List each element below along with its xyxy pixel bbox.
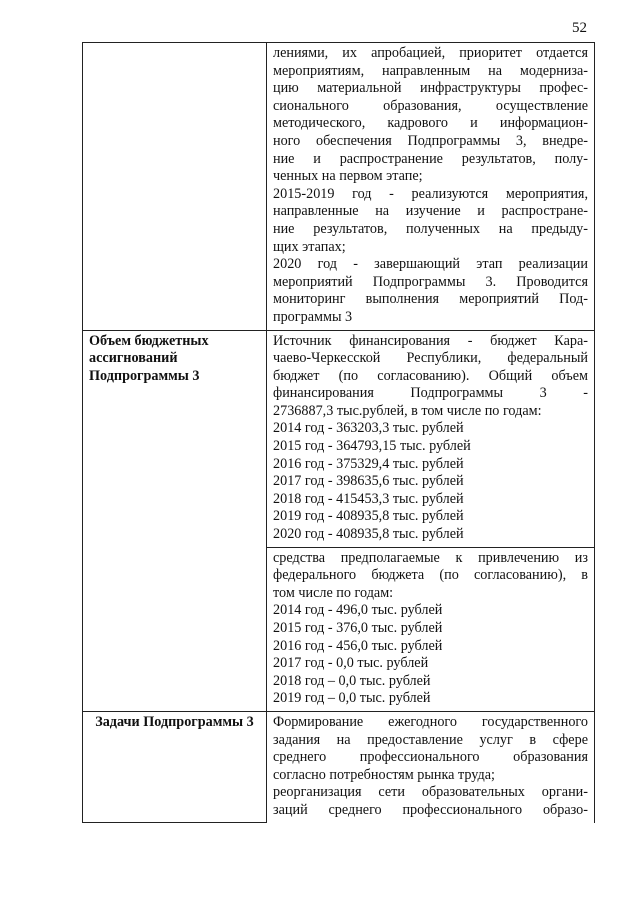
- text-line: 2017 год - 0,0 тыс. рублей: [273, 655, 429, 672]
- text-line: ченных на первом этапе;: [273, 168, 423, 185]
- text-line: 2020 год - 408935,8 тыс. рублей: [273, 526, 464, 543]
- text-line: реорганизация сети образовательных органи-: [273, 784, 588, 801]
- text-line: бюджет (по согласованию). Общий объем: [273, 367, 588, 384]
- text-line: мероприятий Подпрограммы 3. Проводится: [273, 273, 588, 290]
- text-line: методического, кадрового и информацион-: [273, 115, 588, 132]
- text-line: 2019 год – 0,0 тыс. рублей: [273, 690, 431, 707]
- passport-table: [82, 42, 595, 823]
- text-line: мониторинг выполнения мероприятий Под-: [273, 291, 588, 308]
- text-line: щих этапах;: [273, 238, 346, 255]
- text-line: 2018 год - 415453,3 тыс. рублей: [273, 490, 464, 507]
- table-row: [83, 43, 595, 331]
- text-line: чаево-Черкесской Республики, федеральный: [273, 350, 588, 367]
- text-line: ние и распространение результатов, полу-: [273, 150, 588, 167]
- text-line: цию материальной инфраструктуры профес-: [273, 80, 588, 97]
- text-line: 2015 год - 364793,15 тыс. рублей: [273, 438, 471, 455]
- text-line: задания на предоставление услуг в сфере: [273, 731, 588, 748]
- text-line: финансирования Подпрограммы 3 -: [273, 385, 588, 402]
- text-line: 2019 год - 408935,8 тыс. рублей: [273, 508, 464, 525]
- text-line: Источник финансирования - бюджет Кара-: [273, 332, 588, 349]
- table-row: [83, 330, 595, 547]
- text-line: средства предполагаемые к привлечению из: [273, 549, 588, 566]
- text-line: программы 3: [273, 308, 353, 325]
- table-row: [83, 711, 595, 822]
- text-line: 2014 год - 363203,3 тыс. рублей: [273, 420, 464, 437]
- text-line: ние результатов, полученных на предыду-: [273, 220, 588, 237]
- text-line: ного обеспечения Подпрограммы 3, внедре-: [273, 132, 588, 149]
- text-line: 2014 год - 496,0 тыс. рублей: [273, 602, 443, 619]
- text-line: среднего профессионального образования: [273, 749, 588, 766]
- text-line: Формирование ежегодного государственного: [273, 713, 588, 730]
- row-content: [267, 43, 595, 331]
- text-line: 2736887,3 тыс.рублей, в том числе по годам:: [273, 402, 542, 419]
- text-line: 2020 год - завершающий этап реализации: [273, 256, 588, 273]
- text-line: согласно потребностям рынка труда;: [273, 766, 495, 783]
- text-line: 2017 год - 398635,6 тыс. рублей: [273, 473, 464, 490]
- text-line: сионального образования, осуществление: [273, 97, 588, 114]
- text-line: 2018 год – 0,0 тыс. рублей: [273, 672, 431, 689]
- text-line: том числе по годам:: [273, 584, 394, 601]
- row-label: [83, 43, 267, 331]
- page-number: 52: [572, 20, 587, 36]
- text-line: мероприятиям, направленным на модерниза-: [273, 62, 588, 79]
- text-line: 2015 год - 376,0 тыс. рублей: [273, 620, 443, 636]
- text-line: 2016 год - 456,0 тыс. рублей: [273, 637, 443, 654]
- row-content-budget-total: [267, 330, 595, 547]
- row-content-tasks: [267, 711, 595, 822]
- row-content-federal: [267, 547, 595, 711]
- text-line: федерального бюджета (по согласованию), в: [273, 567, 588, 584]
- text-line: лениями, их апробацией, приоритет отдается: [273, 45, 588, 61]
- text-line: направленные на изучение и распростране-: [273, 203, 588, 220]
- text-line: заций среднего профессионального образо-: [273, 801, 588, 818]
- text-line: 2016 год - 375329,4 тыс. рублей: [273, 455, 464, 472]
- text-line: 2015-2019 год - реализуются мероприятия,: [273, 185, 588, 202]
- row-label-budget: Объем бюджетных ассигнований Подпрограммы 3: [83, 330, 267, 711]
- row-label-tasks: Задачи Подпрограммы 3: [83, 711, 267, 822]
